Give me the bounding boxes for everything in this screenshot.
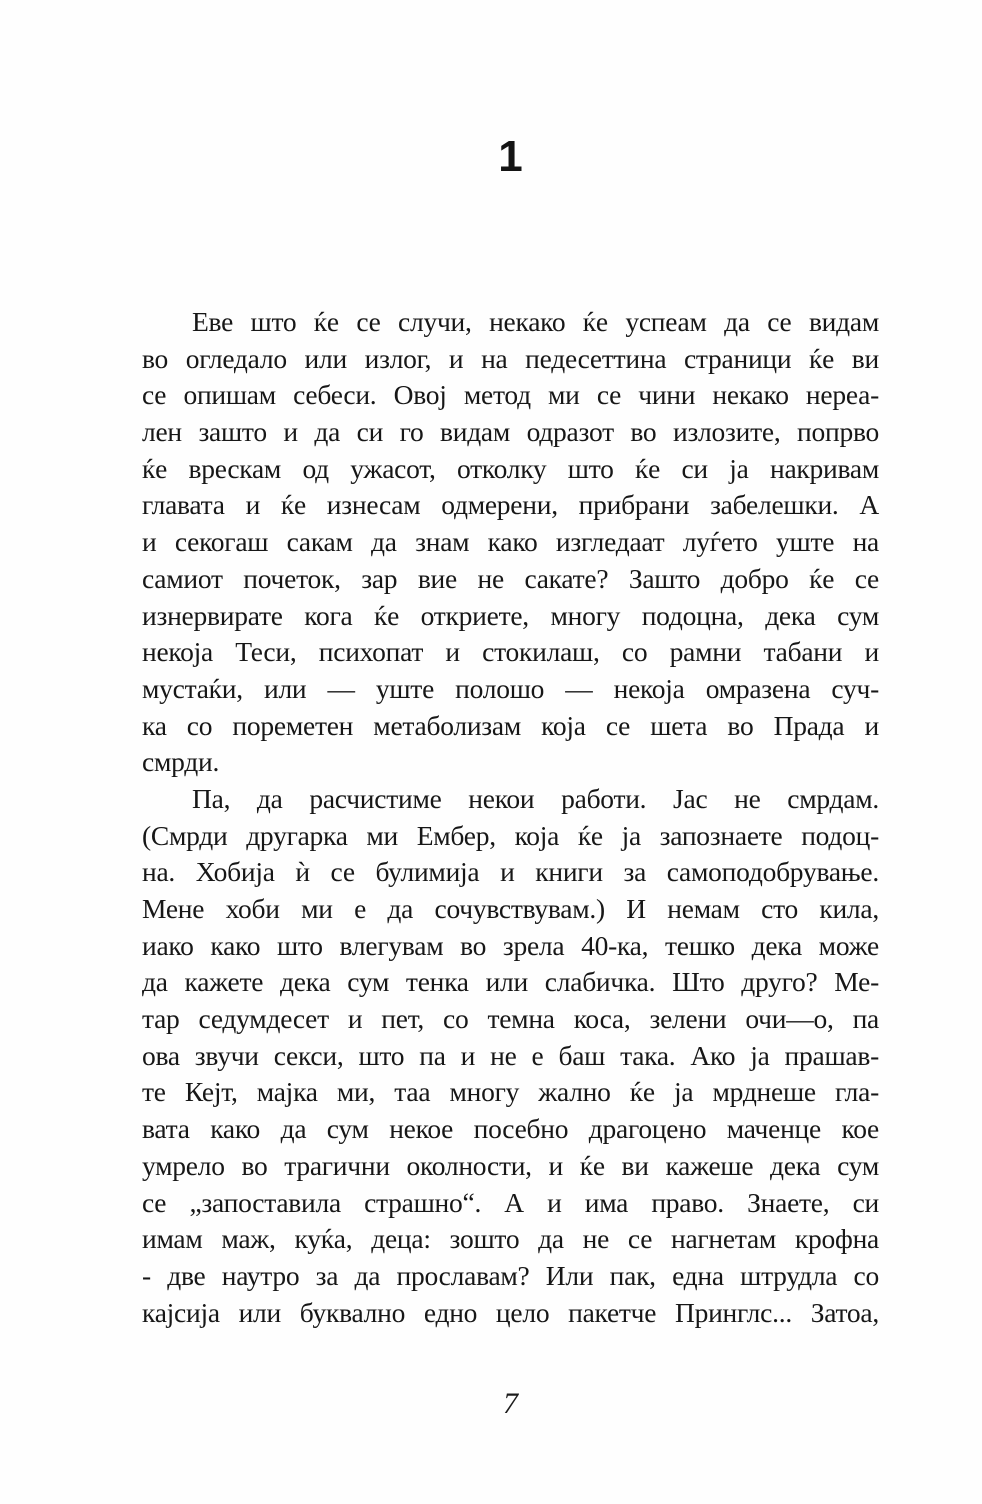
text-line: и секогаш сакам да знам како изгледаат луѓето уште на [142, 526, 879, 558]
text-line: самиот почеток, зар вие не сакате? Зашто добро ќе се [142, 562, 879, 594]
text-line: во огледало или излог, и на педесеттина страници ќе ви [142, 342, 879, 374]
text-line: изнервирате кога ќе откриете, многу подоцна, дека сум [142, 599, 879, 631]
text-line: иако како што влегувам во зрела 40-ка, тешко дека може [142, 929, 879, 961]
text-block [142, 304, 879, 1331]
text-line: Мене хоби ми е да сочувствувам.) И немам сто кила, [142, 893, 879, 924]
text-line: се опишам себеси. Овој метод ми се чини некако нереа- [142, 379, 879, 411]
text-line: ќе врескам од ужасот, отколку што ќе си ја накривам [142, 452, 879, 484]
text-line: Па, да расчистиме некои работи. Јас не смрдам. [192, 782, 879, 814]
text-line: (Смрди другарка ми Ембер, која ќе ја запознаете подоц- [142, 819, 879, 851]
text-line: главата и ќе изнесам одмерени, прибрани забелешки. А [142, 489, 879, 521]
text-line: лен зашто и да си го видам одразот во излозите, попрво [142, 416, 879, 448]
text-line: да кажете дека сум тенка или слабичка. Што друго? Ме- [142, 966, 879, 998]
text-line: на. Хобија ѝ се булимија и книги за самоподобрување. [142, 856, 879, 888]
text-line: некоја Теси, психопат и стокилаш, со рамни табани и [142, 636, 879, 668]
text-line: вата како да сум некое посебно драгоцено маченце кое [142, 1113, 879, 1145]
text-line: Еве што ќе се случи, некако ќе успеам да се видам [192, 306, 879, 337]
text-line: ка со пореметен метаболизам која се шета во Прада и [142, 709, 879, 741]
text-line: мустаќи, или — уште полошо — некоја омразена суч- [142, 672, 879, 704]
text-line: имам маж, куќа, деца: зошто да не се нагнетам крофна [142, 1223, 879, 1255]
page-number: 7 [503, 1387, 518, 1420]
text-line: умрело во трагични околности, и ќе ви кажеше дека сум [142, 1149, 879, 1181]
text-line: - две наутро за да прославам? Или пак, една штрудла со [142, 1259, 879, 1291]
text-line: смрди. [142, 746, 220, 778]
text-line: кајсија или буквално едно цело пакетче Принглс... Затоа, [142, 1296, 879, 1328]
text-line: тар седумдесет и пет, со темна коса, зелени очи—о, па [142, 1003, 879, 1035]
text-line: се „запоставила страшно“. А и има право. Знаете, си [142, 1186, 879, 1218]
text-line: те Кејт, мајка ми, таа многу жално ќе ја мрднеше гла- [142, 1076, 879, 1108]
text-line: ова звучи секси, што па и не е баш така. Ако ја прашав- [142, 1039, 879, 1071]
chapter-number: 1 [498, 132, 523, 181]
